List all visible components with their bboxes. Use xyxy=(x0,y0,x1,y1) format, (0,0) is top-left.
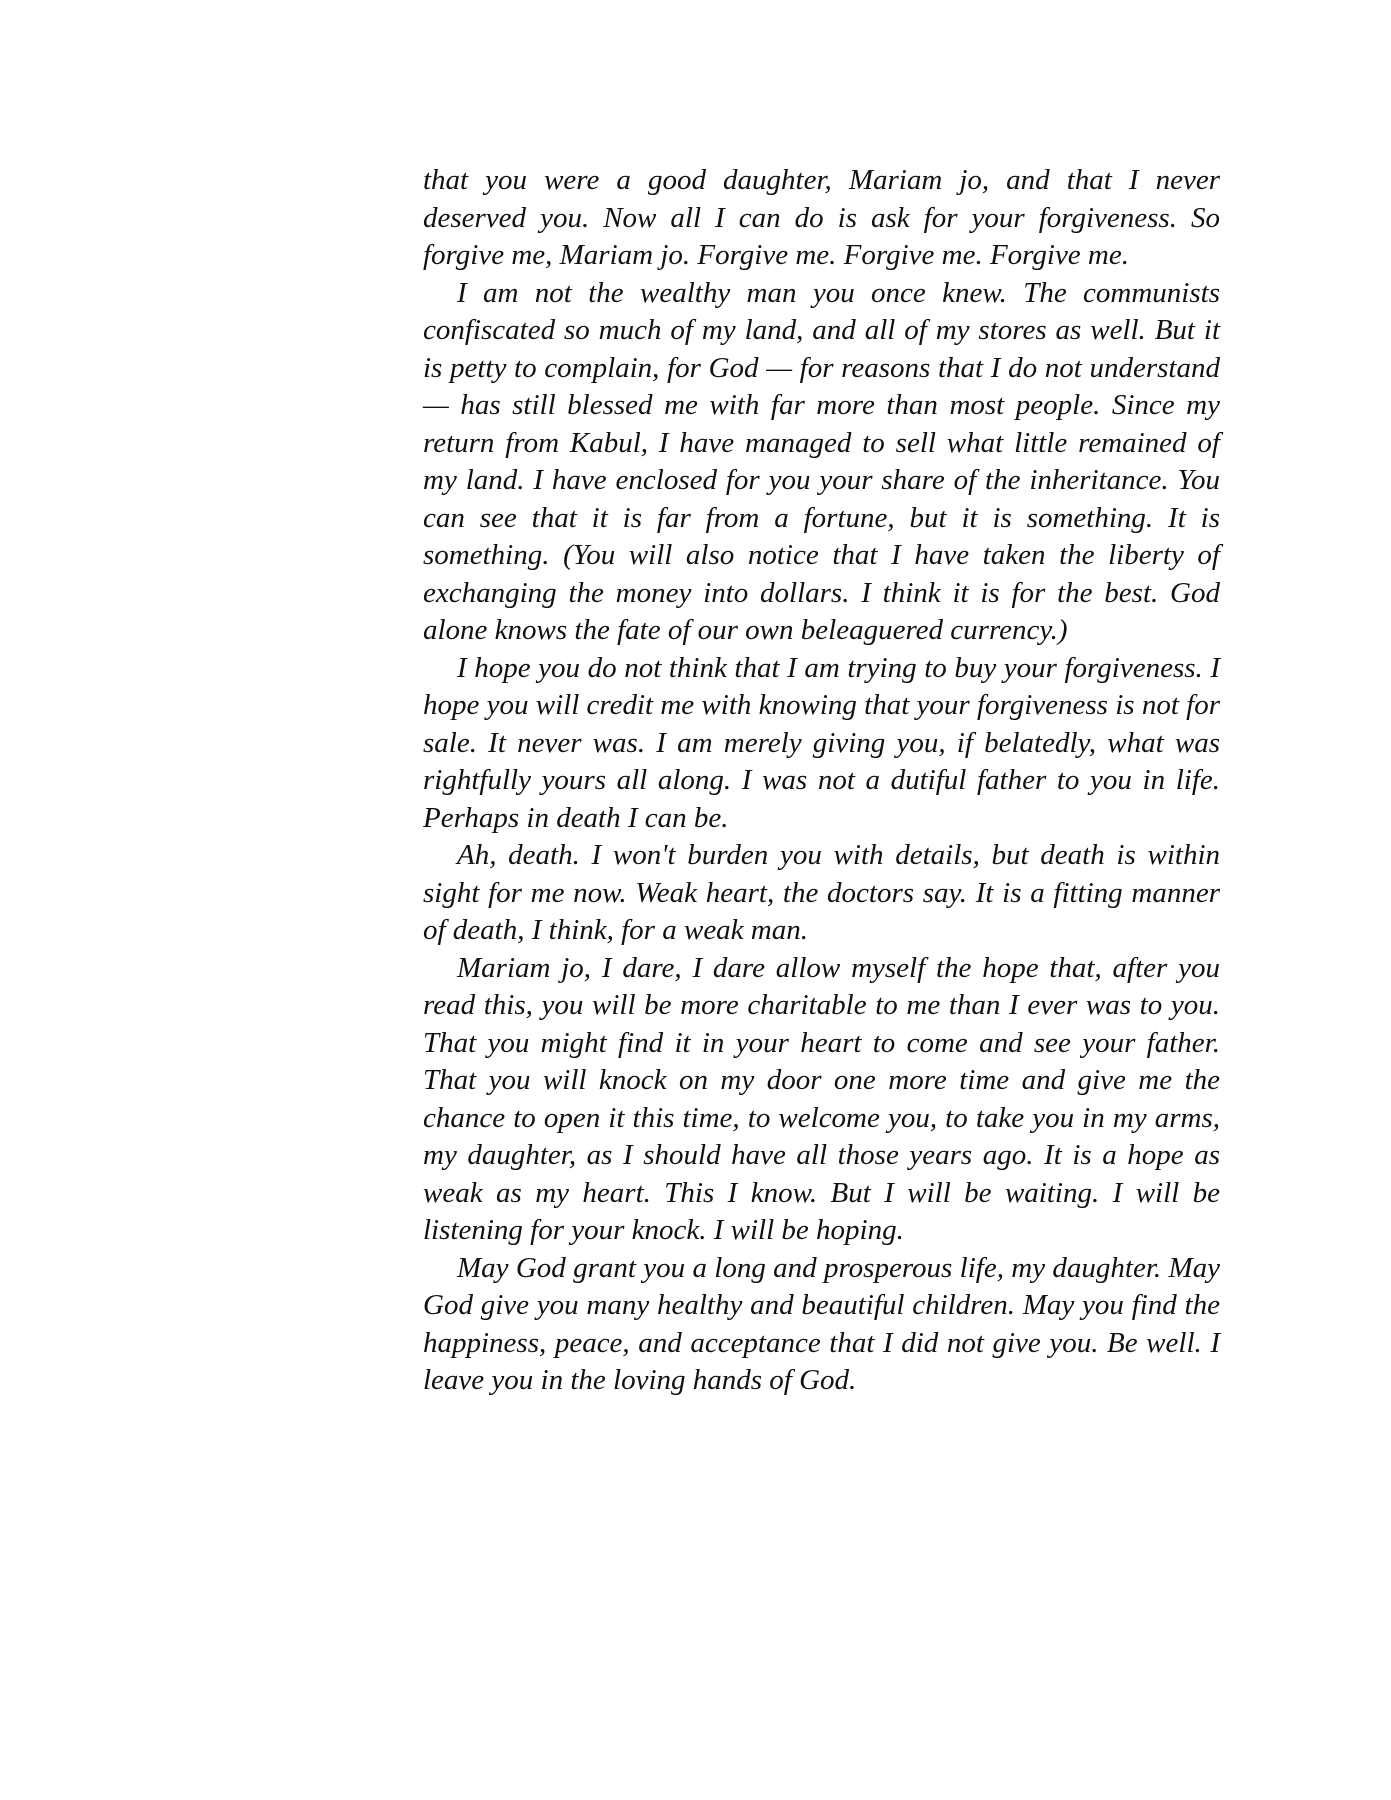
paragraph-4: Ah, death. I won't burden you with details, but death is within sight for me now. Weak heart, the doctors say. It is a fitting manner of death, I think, for a weak man. xyxy=(423,839,1220,946)
letter-text-body xyxy=(423,162,1220,1400)
paragraph-3: I hope you do not think that I am trying to buy your forgiveness. I hope you will credit me with knowing that your forgiveness is not for sale. It never was. I am merely giving you, if belatedly, what was rightfully yours all along. I was not a dutiful father to you in life. Perhaps in death I can be. xyxy=(423,651,1220,834)
paragraph-6: May God grant you a long and prosperous life, my daughter. May God give you many healthy and beautiful children. May you find the happiness, peace, and acceptance that I did not give you. Be well. I leave you in the loving hands of God. xyxy=(423,1251,1220,1396)
paragraph-2: I am not the wealthy man you once knew. The communists confiscated so much of my land, and all of my stores as well. But it is petty to complain, for God — for reasons that I do not understand — has still blessed me with far more than most people. Since my return from Kabul, I have managed to sell what little remained of my land. I have enclosed for you your share of the inheritance. You can see that it is far from a fortune, but it is something. It is something. (You will also notice that I have taken the liberty of exchanging the money into dollars. I think it is for the best. God alone knows the fate of our own beleaguered currency.) xyxy=(423,276,1220,646)
paragraph-1: that you were a good daughter, Mariam jo, and that I never deserved you. Now all I can do is ask for your forgiveness. So forgive me, Mariam jo. Forgive me. Forgive me. Forgive me. xyxy=(423,164,1220,271)
paragraph-5: Mariam jo, I dare, I dare allow myself the hope that, after you read this, you will be more charitable to me than I ever was to you. That you might find it in your heart to come and see your father. That you will knock on my door one more time and give me the chance to open it this time, to welcome you, to take you in my arms, my daughter, as I should have all those years ago. It is a hope as weak as my heart. This I know. But I will be waiting. I will be listening for your knock. I will be hoping. xyxy=(423,951,1220,1246)
